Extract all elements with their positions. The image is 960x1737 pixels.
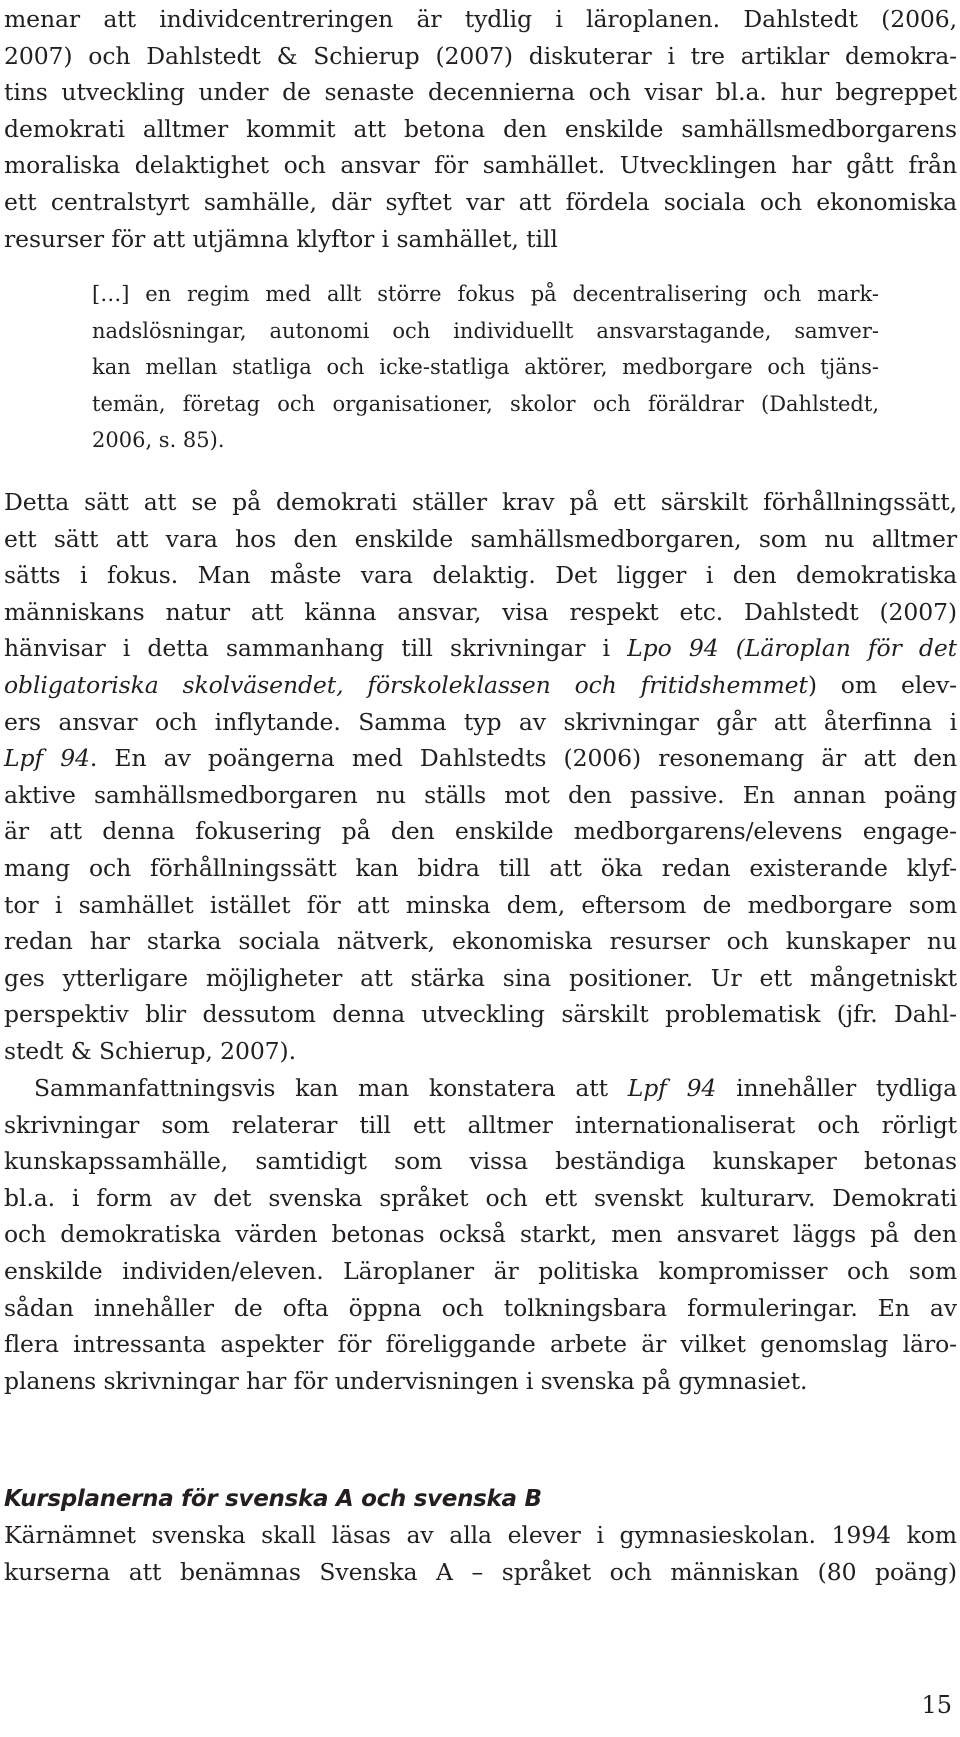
- text-line: skrivningar som relaterar till ett alltmer internationaliserat och rörligt: [4, 1110, 957, 1139]
- block-quote: [92, 276, 879, 459]
- text-line: moraliska delaktighet och ansvar för samhället. Utvecklingen har gått från: [4, 151, 957, 180]
- section-heading: Kursplanerna för svenska A och svenska B: [4, 1486, 542, 1512]
- text-line: människans natur att känna ansvar, visa respekt etc. Dahlstedt (2007): [4, 597, 957, 626]
- quote-line: […] en regim med allt större fokus på decentralisering och mark-: [92, 282, 879, 306]
- text-run: innehåller tydliga: [716, 1074, 958, 1102]
- paragraph-4: [4, 1517, 957, 1590]
- text-line: ges ytterligare möjligheter att stärka sina positioner. Ur ett mångetniskt: [4, 963, 957, 992]
- text-line: mang och förhållningssätt kan bidra till att öka redan existerande klyf-: [4, 853, 957, 882]
- text-line: Kärnämnet svenska skall läsas av alla elever i gymnasieskolan. 1994 kom: [4, 1521, 957, 1549]
- text-line: stedt & Schierup, 2007).: [4, 1036, 296, 1065]
- quote-line: temän, företag och organisationer, skolor och föräldrar (Dahlstedt,: [92, 391, 879, 416]
- text-line: [4, 630, 957, 667]
- quote-line: kan mellan statliga och icke-statliga aktörer, medborgare och tjäns-: [92, 355, 879, 380]
- text-line: bl.a. i form av det svenska språket och ett svenskt kulturarv. Demokrati: [4, 1183, 957, 1212]
- text-line: menar att individcentreringen är tydlig i läroplanen. Dahlstedt (2006,: [4, 5, 957, 33]
- text-line: flera intressanta aspekter för föreliggande arbete är vilket genomslag läro-: [4, 1330, 957, 1359]
- text-run: ) om elev-: [807, 670, 957, 699]
- curriculum-title: Lpf 94: [627, 1074, 717, 1102]
- text-run: . En av poängerna med Dahlstedts (2006) resonemang är att den: [89, 744, 957, 773]
- text-run: hänvisar i detta sammanhang till skrivningar i: [4, 634, 628, 663]
- curriculum-title: Lpf 94: [4, 744, 90, 773]
- page-number: 15: [921, 1691, 952, 1719]
- text-line: redan har starka sociala nätverk, ekonomiska resurser och kunskaper nu: [4, 927, 957, 956]
- text-line: planens skrivningar har för undervisningen i svenska på gymnasiet.: [4, 1366, 808, 1395]
- text-line: [4, 1070, 957, 1107]
- text-line: ett sätt att vara hos den enskilde samhällsmedborgaren, som nu alltmer: [4, 524, 957, 553]
- text-line: demokrati alltmer kommit att betona den enskilde samhällsmedborgarens: [4, 114, 957, 143]
- text-line: resurser för att utjämna klyftor i samhället, till: [4, 224, 558, 253]
- text-line: tins utveckling under de senaste decennierna och visar bl.a. hur begreppet: [4, 78, 957, 107]
- paragraph-1: [4, 1, 957, 257]
- text-line: ett centralstyrt samhälle, där syftet var att fördela sociala och ekonomiska: [4, 187, 957, 216]
- quote-line: nadslösningar, autonomi och individuellt ansvarstagande, samver-: [92, 318, 879, 343]
- text-line: är att denna fokusering på den enskilde medborgarens/elevens engage-: [4, 817, 957, 846]
- text-line: sätts i fokus. Man måste vara delaktig. Det ligger i den demokratiska: [4, 561, 957, 590]
- quote-line: 2006, s. 85).: [92, 428, 225, 453]
- text-line: 2007) och Dahlstedt & Schierup (2007) diskuterar i tre artiklar demokra-: [4, 41, 957, 70]
- text-line: ers ansvar och inflytande. Samma typ av skrivningar går att återfinna i: [4, 707, 957, 736]
- text-line: perspektiv blir dessutom denna utveckling särskilt problematisk (jfr. Dahl-: [4, 1000, 957, 1029]
- curriculum-title: Lpo 94 (Läroplan för det: [627, 634, 957, 663]
- text-line: enskilde individen/eleven. Läroplaner är politiska kompromisser och som: [4, 1256, 957, 1285]
- text-line: tor i samhället istället för att minska dem, eftersom de medborgare som: [4, 890, 957, 919]
- paragraph-3: [4, 1070, 957, 1399]
- paragraph-2: [4, 484, 957, 1070]
- text-line: och demokratiska värden betonas också starkt, men ansvaret läggs på den: [4, 1220, 957, 1249]
- curriculum-title: obligatoriska skolväsendet, förskoleklassen och fritidshemmet: [4, 670, 808, 699]
- text-line: aktive samhällsmedborgaren nu ställs mot den passive. En annan poäng: [4, 780, 957, 809]
- text-line: sådan innehåller de ofta öppna och tolkningsbara formuleringar. En av: [4, 1293, 957, 1322]
- text-line: kurserna att benämnas Svenska A – språket och människan (80 poäng): [4, 1557, 957, 1586]
- text-line: [4, 667, 957, 704]
- text-line: [4, 740, 957, 777]
- text-line: kunskapssamhälle, samtidigt som vissa beständiga kunskaper betonas: [4, 1147, 957, 1176]
- text-line: Detta sätt att se på demokrati ställer krav på ett särskilt förhållningssätt,: [4, 488, 957, 516]
- text-run: Sammanfattningsvis kan man konstatera att: [34, 1074, 628, 1102]
